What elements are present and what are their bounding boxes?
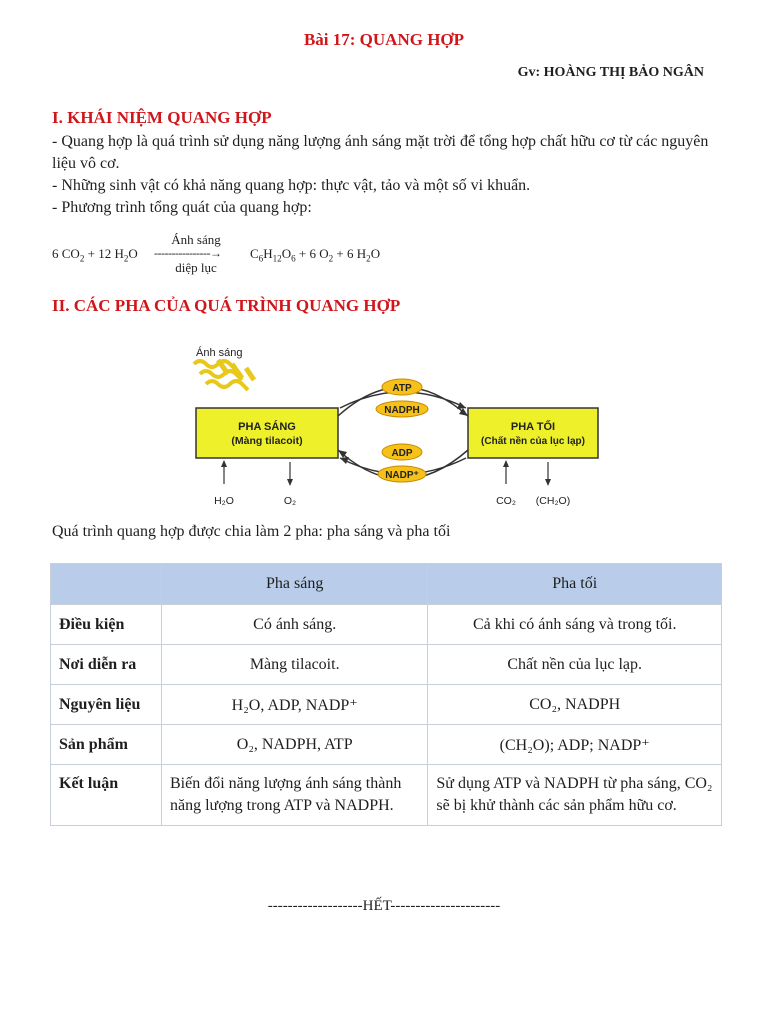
adp-label: ADP [391,448,413,459]
h2o-input-label: H₂O [214,495,234,507]
table-row [51,765,722,826]
light-cell: Biến đổi năng lượng ánh sáng thành năng lượng trong ATP và NADPH. [162,765,428,826]
equation-arrow: ----------------→ [154,246,222,260]
dark-cell: Chất nền của lục lạp. [428,645,722,685]
definition-paragraph: - Quang hợp là quá trình sử dụng năng lượng ánh sáng mặt trời để tổng hợp chất hữu cơ từ các nguyên liệu vô cơ. [52,133,709,172]
nadp-badge [378,466,426,482]
section-1-heading: I. KHÁI NIỆM QUANG HỢP [52,108,272,127]
light-phase-box [196,408,338,458]
dark-phase-box [468,408,598,458]
table-row [51,605,722,645]
atp-label: ATP [392,383,412,394]
light-phase-subtitle: (Màng tilacoit) [231,435,303,447]
dark-cell: (CH₂O); ADP; NADP⁺ [428,725,722,765]
dark-cell: Cả khi có ánh sáng và trong tối. [428,605,722,645]
dark-phase-subtitle: (Chất nền của lục lạp) [481,436,585,447]
section-2-heading: II. CÁC PHA CỦA QUÁ TRÌNH QUANG HỢP [52,296,401,315]
table-row [51,645,722,685]
light-label: Ánh sáng [196,347,243,359]
equation-intro: - Phương trình tổng quát của quang hợp: [52,199,312,216]
phases-intro: Quá trình quang hợp được chia làm 2 pha: pha sáng và pha tối [52,523,451,540]
light-cell: Có ánh sáng. [162,605,428,645]
light-cell: Màng tilacoit. [162,645,428,685]
o2-output-label: O₂ [283,495,297,507]
nadph-label: NADPH [384,405,420,416]
end-marker: -------------------HẾT---------------------- [267,898,501,914]
photosynthesis-phases-diagram [180,338,600,516]
photosynthesis-equation [52,232,452,278]
table-header-blank [51,564,162,605]
ch2o-output-label: (CH₂O) [535,495,571,507]
equation-condition-light: Ánh sáng [171,232,221,247]
light-phase-title: PHA SÁNG [238,421,296,433]
table-header-row [51,564,722,605]
nadph-badge [376,401,428,417]
organisms-paragraph: - Những sinh vật có khả năng quang hợp: thực vật, tảo và một số vi khuẩn. [52,177,531,194]
author-line: Gv: HOÀNG THỊ BẢO NGÂN [517,65,704,80]
table-header-light: Pha sáng [162,564,428,605]
table-row [51,685,722,725]
atp-badge [382,379,422,395]
comparison-table [50,563,722,826]
row-label: Điều kiện [51,605,162,645]
row-label: Kết luận [51,765,162,826]
light-cell: O₂, NADPH, ATP [162,725,428,765]
dark-cell: CO₂, NADPH [428,685,722,725]
light-cell: H₂O, ADP, NADP⁺ [162,685,428,725]
equation-condition-chlorophyll: diệp lục [175,260,217,275]
document-title: Bài 17: QUANG HỢP [303,30,465,49]
adp-badge [382,444,422,460]
table-header-dark: Pha tối [428,564,722,605]
equation-reactants: 6 $CO_2 + 12$ $H_2O$ [52,246,138,264]
dark-cell: Sử dụng ATP và NADPH từ pha sáng, CO₂ sẽ bị khử thành các sản phẩm hữu cơ. [428,765,722,826]
row-label: Nơi diễn ra [51,645,162,685]
equation-products: $C_6H_{12}O_6 + 6$ $O_2 + 6$ $H_2O$ [250,246,381,264]
nadp-label: NADP⁺ [385,470,419,481]
table-row [51,725,722,765]
dark-phase-title: PHA TỐI [510,421,556,433]
row-label: Sản phẩm [51,725,162,765]
co2-input-label: CO₂ [496,495,516,507]
row-label: Nguyên liệu [51,685,162,725]
sunlight-rays-icon [194,360,254,390]
